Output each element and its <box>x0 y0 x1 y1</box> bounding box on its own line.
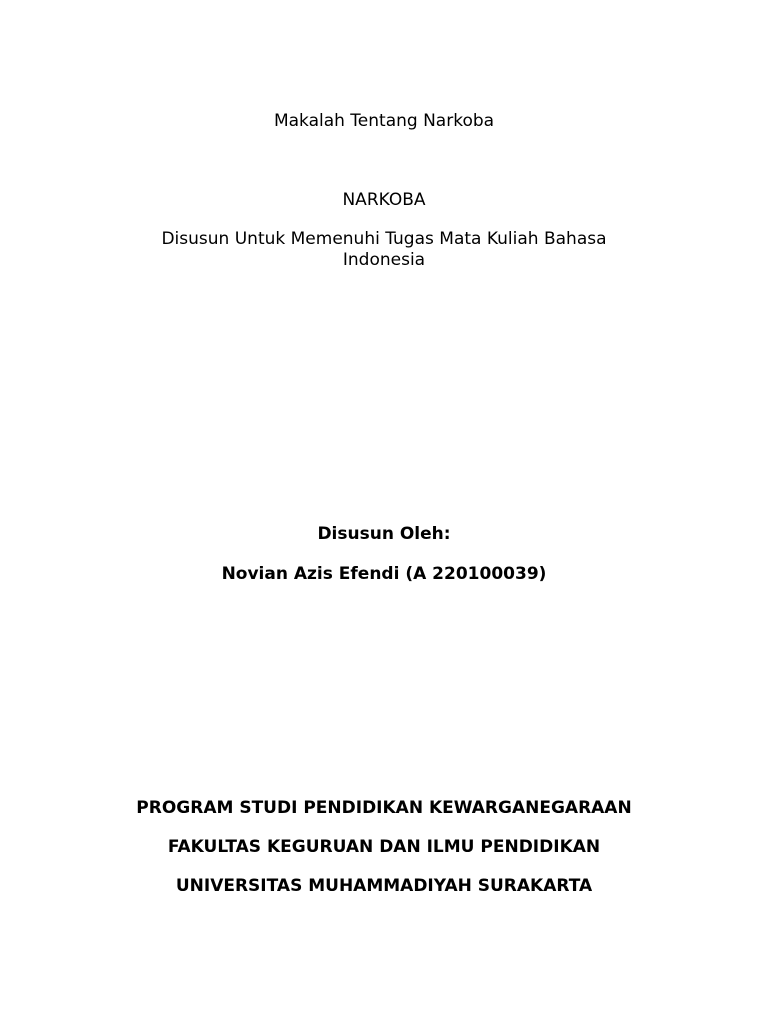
document-subtitle-line-1: Disusun Untuk Memenuhi Tugas Mata Kuliah Bahasa <box>161 229 607 249</box>
document-subtitle-line-2: Indonesia <box>342 250 426 270</box>
document-title: NARKOBA <box>342 190 426 210</box>
author-label: Disusun Oleh: <box>317 524 451 544</box>
author-name: Novian Azis Efendi (A 220100039) <box>221 564 547 584</box>
university-name: UNIVERSITAS MUHAMMADIYAH SURAKARTA <box>175 876 593 896</box>
faculty-name: FAKULTAS KEGURUAN DAN ILMU PENDIDIKAN <box>167 837 601 857</box>
study-program: PROGRAM STUDI PENDIDIKAN KEWARGANEGARAAN <box>136 798 632 818</box>
document-heading: Makalah Tentang Narkoba <box>273 111 495 131</box>
